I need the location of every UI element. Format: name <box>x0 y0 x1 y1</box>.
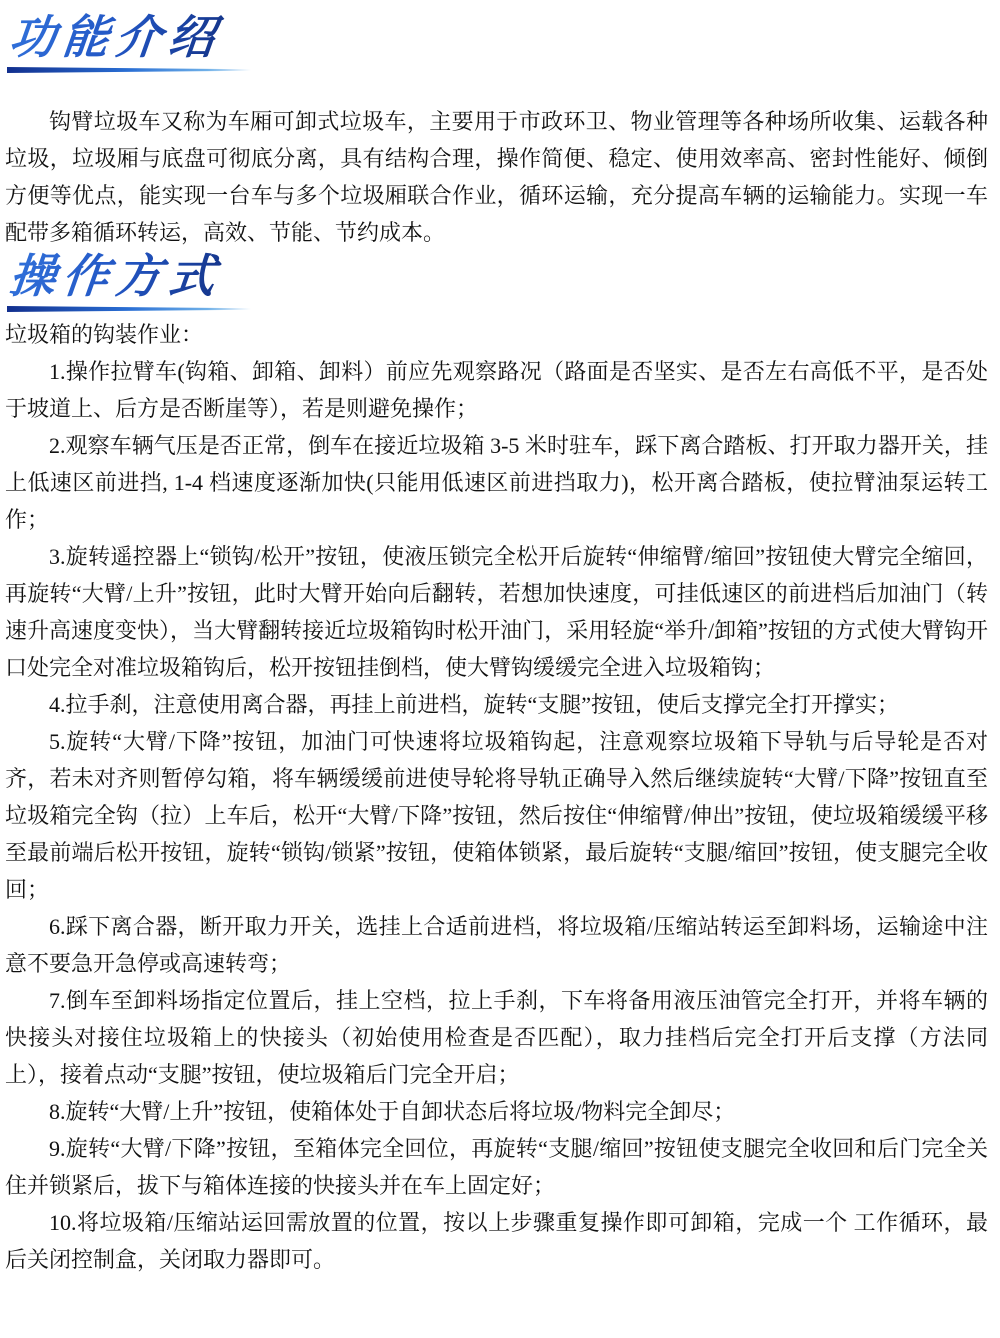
operation-step-8: 8.旋转“大臂/上升”按钮，使箱体处于自卸状态后将垃圾/物料完全卸尽； <box>49 1099 736 1124</box>
operation-step-2: 2.观察车辆气压是否正常，倒车在接近垃圾箱 3-5 米时驻车，踩下离合踏板、打开取力器开关，挂上低速区前进挡, 1-4 档速度逐渐加快(只能用低速区前进挡取力)，松开离合踏板，使拉臂油泵运转工作； <box>5 433 988 532</box>
operation-step-10: 10.将垃圾箱/压缩站运回需放置的位置，按以上步骤重复操作即可卸箱，完成一个 工作循环，最后关闭控制盒，关闭取力器即可。 <box>5 1210 988 1272</box>
function-section-header <box>7 12 251 73</box>
operation-step-1: 1.操作拉臂车(钩箱、卸箱、卸料）前应先观察路况（路面是否坚实、是否左右高低不平，是否处于坡道上、后方是否断崖等），若是则避免操作； <box>5 359 988 421</box>
operation-step-9: 9.旋转“大臂/下降”按钮，至箱体完全回位，再旋转“支腿/缩回”按钮使支腿完全收回和后门完全关住并锁紧后，拔下与箱体连接的快接头并在车上固定好； <box>5 1136 988 1198</box>
operation-section-title: 操作方式 <box>7 251 256 301</box>
operation-step-3: 3.旋转遥控器上“锁钩/松开”按钮，使液压锁完全松开后旋转“伸缩臂/缩回”按钮使大臂完全缩回，再旋转“大臂/上升”按钮，此时大臂开始向后翻转，若想加快速度，可挂低速区的前进档后加油门（转速升高速度变快），当大臂翻转接近垃圾箱钩时松开油门，采用轻旋“举升/卸箱”按钮的方式使大臂钩开口处完全对准垃圾箱钩后，松开按钮挂倒档，使大臂钩缓缓完全进入垃圾箱钩； <box>5 544 988 680</box>
title-underline-decoration <box>7 306 251 312</box>
operation-section <box>5 251 988 1278</box>
title-underline-decoration <box>7 67 251 73</box>
function-section <box>5 12 988 251</box>
operation-step-7: 7.倒车至卸料场指定位置后，挂上空档，拉上手刹，下车将备用液压油管完全打开，并将车辆的快接头对接住垃圾箱上的快接头（初始使用检查是否匹配），取力挂档后完全打开后支撑（方法同上），接着点动“支腿”按钮，使垃圾箱后门完全开启； <box>5 988 988 1087</box>
function-section-title: 功能介绍 <box>7 12 256 62</box>
operation-step-5: 5.旋转“大臂/下降”按钮，加油门可快速将垃圾箱钩起，注意观察垃圾箱下导轨与后导轮是否对齐，若未对齐则暂停勾箱，将车辆缓缓前进使导轮将导轨正确导入然后继续旋转“大臂/下降”按钮直至垃圾箱完全钩（拉）上车后，松开“大臂/下降”按钮，然后按住“伸缩臂/伸出”按钮，使垃圾箱缓缓平移至最前端后松开按钮，旋转“锁钩/锁紧”按钮，使箱体锁紧，最后旋转“支腿/缩回”按钮，使支腿完全收回； <box>5 729 988 902</box>
operation-step-6: 6.踩下离合器，断开取力开关，选挂上合适前进档，将垃圾箱/压缩站转运至卸料场，运输途中注意不要急开急停或高速转弯； <box>5 914 988 976</box>
operation-section-header <box>7 251 251 312</box>
operation-lead-line: 垃圾箱的钩装作业： <box>5 322 204 347</box>
function-intro-paragraph: 钩臂垃圾车又称为车厢可卸式垃圾车，主要用于市政环卫、物业管理等各种场所收集、运载各种垃圾，垃圾厢与底盘可彻底分离，具有结构合理，操作简便、稳定、使用效率高、密封性能好、倾倒方便等优点，能实现一台车与多个垃圾厢联合作业，循环运输，充分提高车辆的运输能力。实现一车配带多箱循环转运，高效、节能、节约成本。 <box>5 109 988 245</box>
operation-step-4: 4.拉手刹，注意使用离合器，再挂上前进档，旋转“支腿”按钮，使后支撑完全打开撑实； <box>49 692 900 717</box>
